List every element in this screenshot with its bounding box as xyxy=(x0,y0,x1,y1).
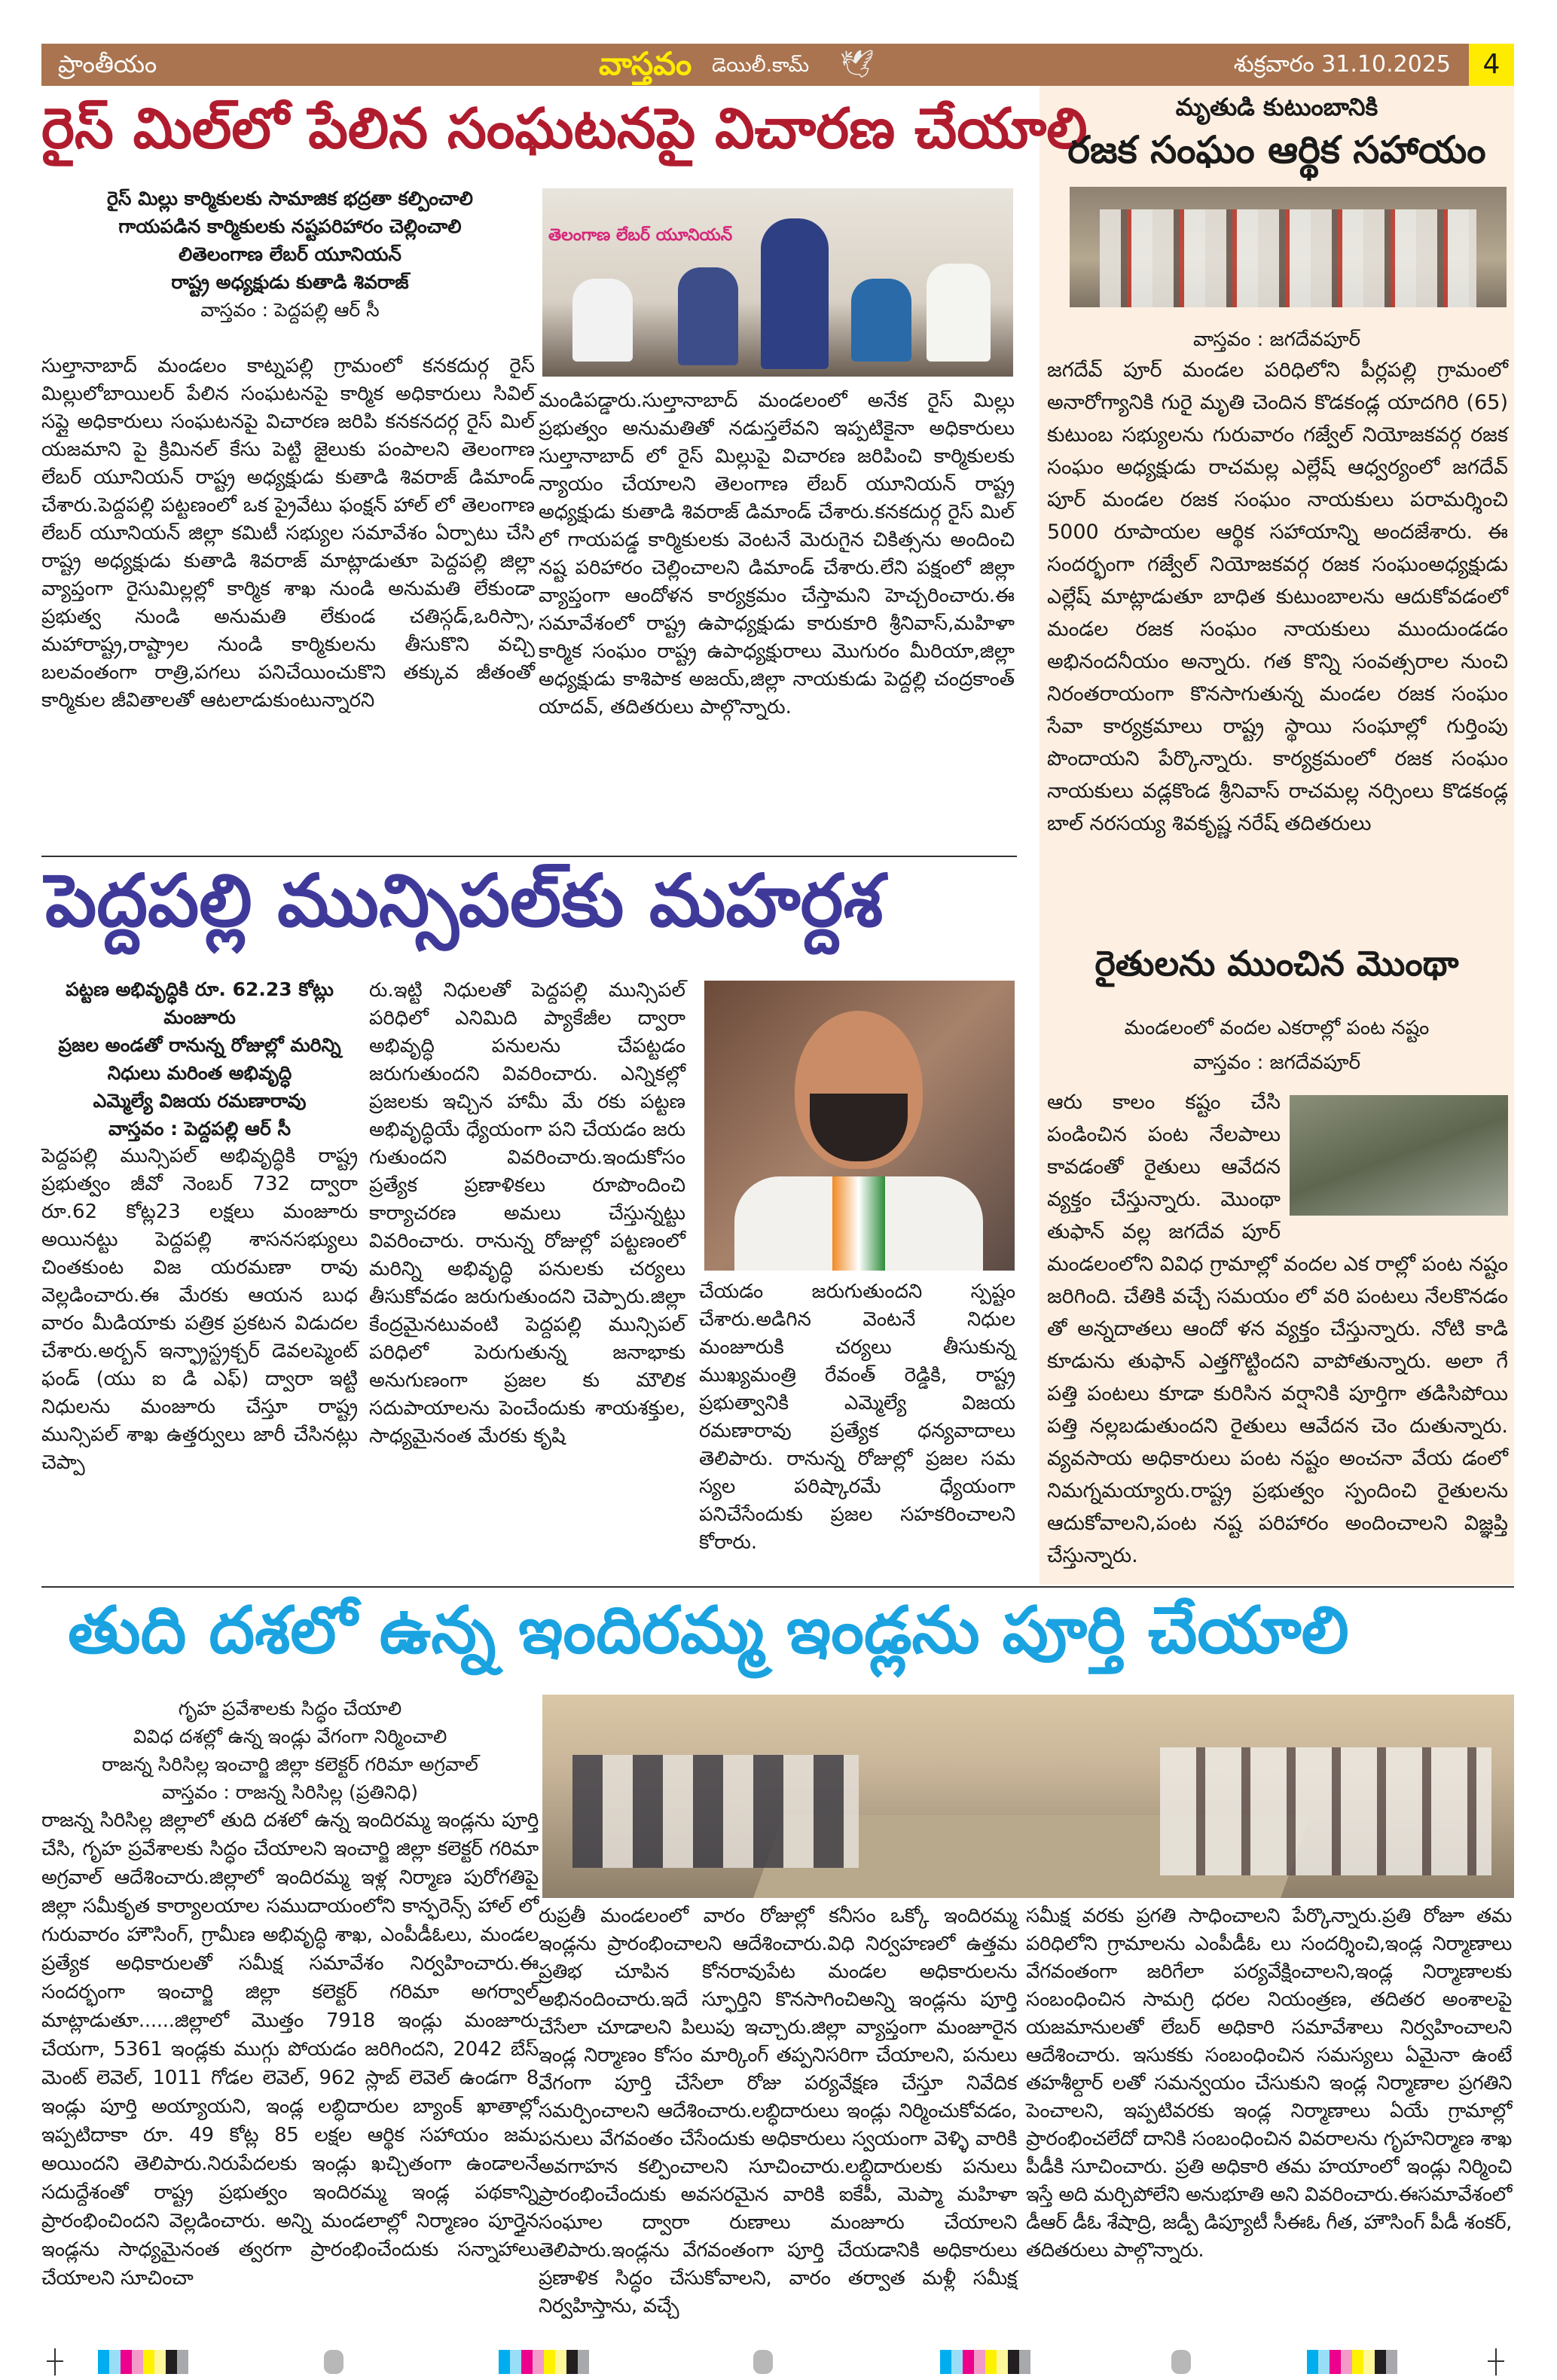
sidebar-story2-subhead: మండలంలో వందల ఎకరాల్లో పంట నష్టం xyxy=(1124,1017,1430,1039)
story1-col1: సుల్తానాబాద్ మండలం కాట్నపల్లి గ్రామంలో కనకదుర్గ రైస్ మిల్లులోబాయిలర్ పేలిన సంఘటనపై కార్మిక అధికారులు సివిల్ సప్లై అధికారులు సంఘటనపై విచారణ జరిపి కనకనదర్గ రైస్ మిల్ యజమాని పై క్రిమినల్ కేసు పెట్టి జైలుకు పంపాలని తెలంగాణ లేబర్ యూనియన్ రాష్ట్ర అధ్యక్షుడు కుతాడి శివరాజ్ డిమాండ్ చేశారు.పెద్దపల్లి పట్టణంలో ఒక ప్రైవేటు ఫంక్షన్ హాల్ లో తెలంగాణ లేబర్ యూనియన్ జిల్లా కమిటీ సభ్యుల సమావేశం ఏర్పాటు చేసి రాష్ట్ర అధ్యక్షుడు కుతాడి శివరాజ్ మాట్లాడుతూ పెద్దపల్లి జిల్లా వ్యాప్తంగా రైసుమిల్లల్లో కార్మిక శాఖ నుండి అనుమతి లేకుండా ప్రభుత్వ నుండి అనుమతి లేకుండ చతిస్గడ్,ఒరిస్సా, మహారాష్ట్ర,రాష్ట్రాల నుండి కార్మికులను తీసుకొని వచ్చి బలవంతంగా రాత్రి,పగలు పనిచేయించుకొని తక్కువ జీతంతో కార్మికుల జీవితాలతో ఆటలాడుకుంటున్నారని xyxy=(41,355,535,712)
masthead-bar xyxy=(41,44,1469,86)
color-swatch xyxy=(1330,2350,1341,2374)
photo-banner-text: తెలంగాణ లేబర్ యూనియన్ xyxy=(548,226,733,245)
story3-col3: సమీక్ష వరకు ప్రగతి సాధించాలని పేర్కొన్నారు.ప్రతి రోజూ తమ పరిధిలోని గ్రామాలను ఎంపీడీఓ లు సందర్శించి,ఇండ్ల నిర్మాణాలు వేగవంతంగా జరిగేలా పర్యవేక్షించాలని,ఇండ్ల నిర్మాణాలకు సంబంధించిన సామగ్రి ధరల నియంత్రణ, తదితర అంశాలపై యజమానులతో లేబర్ అధికారి సమావేశాలు నిర్వహించాలని ఆదేశించారు. ఇసుకకు సంబంధించిన సమస్యలు ఏమైనా ఉంటే తహశీల్దార్ లతో సమన్వయం చేసుకుని ఇండ్ల నిర్మాణాల ప్రగతిని పెంచాలని, ఇప్పటివరకు ఇండ్ల నిర్మాణాలు ఏయే గ్రామాల్లో ప్రారంభించలేదో దానికి సంబంధించిన వివరాలను గృహనిర్మాణ శాఖ పీడీకి సూచించారు. ప్రతి అధికారి తమ హయాంలో ఇండ్లు నిర్మించి ఇస్తే అది మర్చిపోలేని అనుభూతి అని వివరించారు.ఈసమావేశంలో డీఆర్ డీఓ శేషాద్రి, జడ్పీ డిప్యూటీ సీఈఓ గీత, హౌసింగ్ పీడీ శంకర్, తదితరులు పాల్గొన్నారు. xyxy=(1026,1905,1512,2262)
story2-col3: చేయడం జరుగుతుందని స్పష్టం చేశారు.అడిగిన వెంటనే నిధుల మంజూరుకి చర్యలు తీసుకున్న ముఖ్యమంత్రి రేవంత్ రెడ్డికి, రాష్ట్ర ప్రభుత్వానికి ఎమ్మెల్యే విజయ రమణారావు ప్రత్యేక ధన్యవాదాలు తెలిపారు. రానున్న రోజుల్లో ప్రజల సమ స్యల పరిష్కారమే ధ్యేయంగా పనిచేసేందుకు ప్రజల సహకరించాలని కోరారు. xyxy=(699,1280,1015,1554)
story3-col1: రాజన్న సిరిసిల్ల జిల్లాలో తుది దశలో ఉన్న ఇందిరమ్మ ఇండ్లను పూర్తి చేసి, గృహ ప్రవేశాలకు సిద్ధం చేయాలని ఇంచార్జి జిల్లా కలెక్టర్ గరిమా అగ్రవాల్ ఆదేశించారు.జిల్లాలో ఇందిరమ్మ ఇళ్ల నిర్మాణ పురోగతిపై జిల్లా సమీకృత కార్యాలయాల సముదాయంలోని కాన్ఫరెన్స్ హాల్ లో గురువారం హౌసింగ్, గ్రామీణ అభివృద్ధి శాఖ, ఎంపీడీఓలు, మండల ప్రత్యేక అధికారులతో సమీక్ష సమావేశం నిర్వహించారు.ఈ సందర్భంగా ఇంచార్జి జిల్లా కలెక్టర్ గరిమా అగర్వాల్ మాట్లాడుతూ......జిల్లాలో మొత్తం 7918 ఇండ్లు మంజూరు చేయగా, 5361 ఇండ్లకు ముగ్గు పోయడం జరిగిందని, 2042 బేస్ మెంట్ లెవెల్, 1011 గోడల లెవెల్, 962 స్లాబ్ లెవెల్ ఉండగా 8 ఇండ్లు పూర్తి అయ్యాయని, ఇండ్ల లబ్ధిదారుల బ్యాంక్ ఖాతాల్లో ఇప్పటిదాకా రూ. 49 కోట్ల 85 లక్షల ఆర్థిక సహాయం జమ అయిందని తెలిపారు.నిరుపేదలకు ఇండ్లు ఖచ్చితంగా ఉండాలనే సదుద్దేశంతో రాష్ట్ర ప్రభుత్వం ఇందిరమ్మ ఇండ్ల పథకాన్ని ప్రారంభించిందని వెల్లడించారు. అన్ని మండలాల్లో నిర్మాణం పూర్తైన ఇండ్లను సాధ్యమైనంత త్వరగా ప్రారంభించేందుకు సన్నాహాలు చేయాలని సూచించా xyxy=(41,1809,539,2290)
sidebar-story1-byline: వాస్తవం : జగదేవపూర్ xyxy=(1192,328,1361,351)
sidebar-story1-head xyxy=(1040,89,1514,175)
brand-logo-text: వాస్తవం xyxy=(599,45,692,82)
sidebar-story2-text: ఆరు కాలం కష్టం చేసి పండించిన పంట నేలపాలు కావడంతో రైతులు ఆవేదన వ్యక్తం చేస్తున్నారు. మొంథా తుఫాన్ వల్ల జగదేవ పూర్ మండలంలోని వివిధ గ్రామాల్లో వందల ఎక రాల్లో పంట నష్టం జరిగింది. చేతికి వచ్చే సమయం లో వరి పంటలు నేలకొనడం తో అన్నదాతలు ఆందో ళన వ్యక్తం చేస్తున్నారు. నోటి కాడి కూడును తుఫాన్ ఎత్తగొట్టిందని వాపోతున్నారు. అలా గే పత్తి పంటలు కూడా కురిసిన వర్షానికి పూర్తిగా తడిసిపోయి పత్తి నల్లబడుతుందని రైతులు ఆవేదన చెం దుతున్నారు. వ్యవసాయ అధికారులు పంట నష్టం అంచనా వేయ డంలో నిమగ్నమయ్యారు.రాష్ట్ర ప్రభుత్వం స్పందించి రైతులను ఆదుకోవాలని,పంట నష్ట పరిహారం అందించాలని విజ్ఞప్తి చేస్తున్నారు. xyxy=(1047,1091,1508,1567)
byline: వాస్తవం : పెద్దపల్లి ఆర్ సీ xyxy=(200,299,380,321)
color-swatch xyxy=(1008,2350,1019,2374)
byline: వాస్తవం : రాజన్న సిరిసిల్ల (ప్రతినిధి) xyxy=(162,1781,418,1803)
color-bar xyxy=(499,2350,589,2374)
color-swatch xyxy=(566,2350,578,2374)
color-swatch xyxy=(533,2350,544,2374)
registration-dot xyxy=(1171,2350,1191,2374)
story2-col1-block xyxy=(41,975,358,1477)
brand-suffix: డెయిలీ.కామ్ xyxy=(712,54,810,77)
section-label: ప్రాంతీయం xyxy=(58,50,157,78)
story1-photo xyxy=(542,188,1013,377)
color-swatch xyxy=(121,2350,132,2374)
story3-col2: రుప్రతీ మండలంలో వారం రోజుల్లో కనీసం ఒక్కో ఇందిరమ్మ ఇండ్లను ప్రారంభించాలని ఆదేశించారు.విధి నిర్వహణలో ఉత్తమ ప్రతిభ చూపిన కోనరావుపేట మండల అధికారులను అభినందించారు.ఇదే స్ఫూర్తిని కొనసాగించిఅన్ని ఇండ్లను పూర్తి చేసేలా చూడాలని పిలుపు ఇచ్చారు.జిల్లా వ్యాప్తంగా మంజూరైన ఇండ్ల నిర్మాణం కోసం మార్కింగ్ తప్పనిసరిగా చేయాలని, పనులు వేగంగా పూర్తి చేసేలా రోజు పర్యవేక్షణ చేస్తూ నివేదిక సమర్పించాలని ఆదేశించారు.లబ్ధిదారులు ఇండ్లు నిర్మించుకోవడం, పనులు వేగవంతం చేసేందుకు అధికారులు స్వయంగా వెళ్ళి వారికి అవగాహన కల్పించాలని సూచించారు.లబ్ధిదారులకు పనులు ప్రారంభించేందుకు అవసరమైన వారికి ఐకేపీ, మెప్మా మహిళా సంఘాల ద్వారా రుణాలు మంజూరు చేయాలని తెలిపారు.ఇండ్లను వేగవంతంగా పూర్తి చేయడానికి అధికారులు ప్రణాళిక సిద్ధం చేసుకోవాలని, వారం తర్వాత మళ్లీ సమీక్ష నిర్వహిస్తాను, వచ్చే xyxy=(539,1905,1017,2317)
color-swatch xyxy=(166,2350,177,2374)
registration-cross-mark xyxy=(1495,2348,1497,2375)
color-swatch xyxy=(997,2350,1008,2374)
color-swatch xyxy=(521,2350,533,2374)
story2-col2: రు.ఇట్టి నిధులతో పెద్దపల్లి మున్సిపల్ పరిధిలో ఎనిమిది ప్యాకేజీల ద్వారా అభివృద్ధి పనులను చేపట్టడం జరుగుతుందని వివరించారు. ఎన్నికల్లో ప్రజలకు ఇచ్చిన హామీ మే రకు పట్టణ అభివృద్ధియే ధ్యేయంగా పని చేయడం జరు గుతుందని వివరించారు.ఇందుకోసం ప్రత్యేక ప్రణాళికలు రూపొందించి కార్యాచరణ అమలు చేస్తున్నట్టు వివరించారు. రానున్న రోజుల్లో పట్టణంలో మరిన్ని అభివృద్ధి పనులకు చర్యలు తీసుకోవడం జరుగుతుందని చెప్పారు.జిల్లా కేంద్రమైనటువంటి పెద్దపల్లి మున్సిపల్ పరిధిలో పెరుగుతున్న జనాభాకు అనుగుణంగా ప్రజల కు మౌలిక సదుపాయాలను పెంచేందుకు శాయశక్తుల, సాధ్యమైనంత మేరకు కృషి xyxy=(369,979,685,1448)
color-swatch xyxy=(109,2350,121,2374)
subhead: గాయపడిన కార్మికులకు నష్టపరిహారం చెల్లించాలి xyxy=(118,215,462,237)
color-swatch xyxy=(1318,2350,1330,2374)
color-swatch xyxy=(132,2350,143,2374)
color-swatch xyxy=(985,2350,997,2374)
color-swatch xyxy=(1019,2350,1030,2374)
subhead: లితెలంగాణ లేబర్ యూనియన్ xyxy=(179,243,401,265)
divider xyxy=(41,1586,1514,1588)
color-bar xyxy=(940,2350,1030,2374)
story1-col2: మండిపడ్డారు.సుల్తానాబాద్ మండలంలో అనేక రైస్ మిల్లు ప్రభుత్వం అనుమతితో నడుస్తలేవని ఇప్పటికైనా అధికారులు సుల్తానాబాద్ లో రైస్ మిల్లుపై విచారణ జరిపించి కార్మికులకు న్యాయం చేయాలని తెలంగాణ లేబర్ యూనియన్ రాష్ట్ర అధ్యక్షుడు కుతాడి శివరాజ్ డిమాండ్ చేశారు.కనకదుర్గ రైస్ మిల్ లో గాయపడ్డ కార్మికులకు వెంటనే మెరుగైన చికిత్సను అందించి నష్ట పరిహారం చెల్లించాలని డిమాండ్ చేశారు.లేని పక్షంలో జిల్లా వ్యాప్తంగా ఆందోళన కార్యక్రమం చేస్తామని హెచ్చరించారు.ఈ సమావేశంలో రాష్ట్ర ఉపాధ్యక్షుడు కారుకూరి శ్రీనివాస్,మహిళా కార్మిక సంఘం రాష్ట్ర ఉపాధ్యక్షురాలు మొగురం మీరియా,జిల్లా అధ్యక్షుడు కాశిపాక అజయ్,జిల్లా నాయకుడు పెద్దల్లి చంద్రకాంత్ యాదవ్, తదితరులు పాల్గొన్నారు. xyxy=(539,389,1015,719)
registration-dot xyxy=(753,2350,773,2374)
subhead: ఎమ్మెల్యే విజయ రమణారావు xyxy=(93,1090,307,1112)
color-swatch xyxy=(555,2350,566,2374)
subhead: గృహ ప్రవేశాలకు సిద్ధం చేయాలి xyxy=(178,1698,402,1719)
subhead: ప్రజల అండతో రానున్న రోజుల్లో మరిన్ని నిధులు మరింత అభివృద్ధి xyxy=(58,1034,341,1084)
color-swatch xyxy=(98,2350,109,2374)
color-swatch xyxy=(951,2350,963,2374)
color-swatch xyxy=(1375,2350,1386,2374)
color-swatch xyxy=(1363,2350,1375,2374)
registration-dot xyxy=(324,2350,343,2374)
review-meeting-photo xyxy=(542,1695,1514,1898)
mla-portrait-photo xyxy=(704,981,1015,1271)
color-swatch xyxy=(974,2350,985,2374)
color-swatch xyxy=(154,2350,166,2374)
color-swatch xyxy=(1341,2350,1352,2374)
color-swatch xyxy=(544,2350,555,2374)
color-bar xyxy=(98,2350,188,2374)
flooded-crop-photo xyxy=(1290,1095,1508,1216)
color-swatch xyxy=(143,2350,154,2374)
kicker: మృతుడి కుటుంబానికి xyxy=(1175,93,1378,121)
story1-headline: రైస్ మిల్‌లో పేలిన సంఘటనపై విచారణ చేయాలి xyxy=(41,96,1088,161)
color-swatch xyxy=(578,2350,589,2374)
sidebar-story2-byline: వాస్తవం : జగదేవపూర్ xyxy=(1192,1051,1361,1074)
color-swatch xyxy=(510,2350,521,2374)
sidebar-story1-body: జగదేవ్ పూర్ మండల పరిధిలోని పీర్లపల్లి గ్రామంలో అనారోగ్యానికి గురై మృతి చెందిన కొడకండ్ల యాదగిరి (65) కుటుంబ సభ్యులను గురువారం గజ్వేల్ నియోజకవర్గ రజక సంఘం అధ్యక్షుడు రాచమల్ల ఎల్లేష్ ఆధ్వర్యంలో జగదేవ్ పూర్ మండల రజక సంఘం నాయకులు పరామర్శించి 5000 రూపాయల ఆర్థిక సహాయాన్ని అందజేశారు. ఈ సందర్భంగా గజ్వేల్ నియోజకవర్గ రజక సంఘంఅధ్యక్షుడు ఎల్లేష్ మాట్లాడుతూ బాధిత కుటుంబాలను ఆదుకోవడంలో మండల రజక సంఘం నాయకులు ముందుండడం అభినందనీయం అన్నారు. గత కొన్ని సంవత్సరాల నుంచి నిరంతరాయంగా కొనసాగుతున్న మండల రజక సంఘం సేవా కార్యక్రమాలు రాష్ట్ర స్థాయి సంఘాల్లో గుర్తింపు పొందాయని పేర్కొన్నారు. కార్యక్రమంలో రజక సంఘం నాయకులు వడ్లకొండ శ్రీనివాస్ రాచమల్ల నర్సింలు కొడకండ్ల బాల్ నరసయ్య శివకృష్ణ నరేష్ తదితరులు xyxy=(1047,359,1508,835)
rajaka-group-photo xyxy=(1070,187,1507,307)
story2-headline: పెద్దపల్లి మున్సిపల్‌కు మహర్దశ xyxy=(45,859,884,943)
subhead: వివిధ దశల్లో ఉన్న ఇండ్లు వేగంగా నిర్మించాలి xyxy=(133,1726,447,1747)
color-swatch xyxy=(1352,2350,1363,2374)
color-swatch xyxy=(1307,2350,1318,2374)
subhead: రైస్ మిల్లు కార్మికులకు సామాజిక భద్రతా కల్పించాలి xyxy=(107,188,473,209)
color-swatch xyxy=(963,2350,974,2374)
color-swatch xyxy=(1386,2350,1397,2374)
page-number: 4 xyxy=(1469,44,1514,86)
sidebar-story1-headline: రజక సంఘం ఆర్థిక సహాయం xyxy=(1067,128,1486,172)
divider xyxy=(41,856,1017,857)
sidebar-story2-body xyxy=(1047,1086,1508,1572)
issue-date: శుక్రవారం 31.10.2025 xyxy=(1233,51,1451,78)
color-bar xyxy=(1307,2350,1397,2374)
story1-subheads xyxy=(41,185,539,324)
story3-headline: తుది దశలో ఉన్న ఇందిరమ్మ ఇండ్లను పూర్తి చేయాలి xyxy=(68,1593,1349,1668)
byline: వాస్తవం : పెద్దపల్లి ఆర్ సీ xyxy=(108,1118,292,1140)
story2-col1: పెద్దపల్లి మున్సిపల్ అభివృద్ధికి రాష్ట్ర ప్రభుత్వం జీవో నెంబర్ 732 ద్వారా రూ.62 కోట్ల23 లక్షలు మంజూరు అయినట్టు పెద్దపల్లి శాసనసభ్యులు చింతకుంట విజ యరమణా రావు వెల్లడించారు.ఈ మేరకు ఆయన బుధ వారం మీడియాకు పత్రిక ప్రకటన విడుదల చేశారు.అర్బన్ ఇన్ఫ్రాస్ట్రక్చర్ డెవలప్మెంట్ ఫండ్ (యు ఐ డి ఎఫ్) ద్వారా ఇట్టి నిధులను మంజూరు చేస్తూ రాష్ట్ర మున్సిపల్ శాఖ ఉత్తర్వులు జారీ చేసినట్లు చెప్పా xyxy=(41,1145,358,1474)
subhead: రాజన్న సిరిసిల్ల ఇంచార్జి జిల్లా కలెక్టర్ గరిమా అగ్రవాల్ xyxy=(102,1753,478,1775)
color-swatch xyxy=(499,2350,510,2374)
color-swatch xyxy=(177,2350,188,2374)
registration-cross-mark xyxy=(54,2348,56,2375)
color-swatch xyxy=(940,2350,951,2374)
sidebar-story2-headline: రైతులను ముంచిన మొంథా xyxy=(1094,943,1459,984)
story3-col1-block xyxy=(41,1695,539,2293)
subhead: రాష్ట్ర అధ్యక్షుడు కుతాడి శివరాజ్ xyxy=(171,271,409,293)
bird-logo-icon: 🕊 xyxy=(840,49,875,80)
subhead: పట్టణ అభివృద్ధికి రూ. 62.23 కోట్లు మంజూరు xyxy=(66,978,334,1028)
